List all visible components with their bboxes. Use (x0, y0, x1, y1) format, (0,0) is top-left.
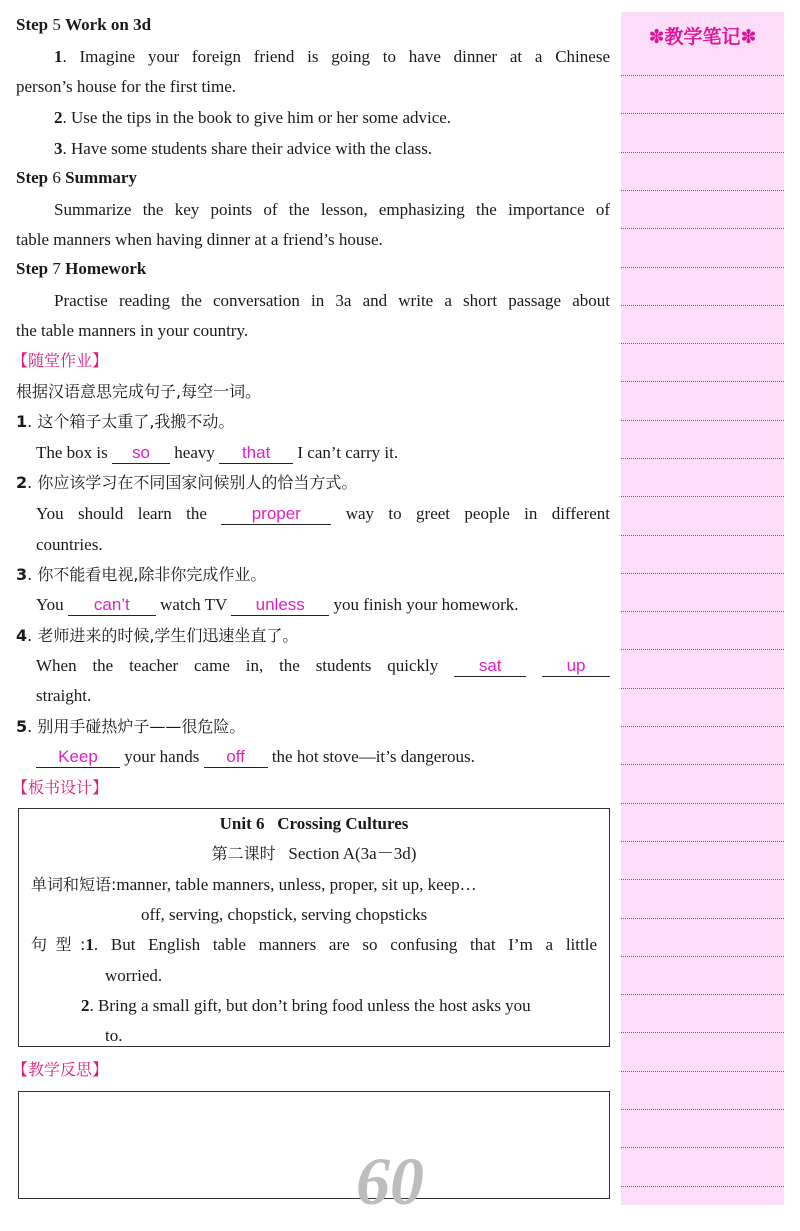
board-unit-title: Unit 6 Crossing Cultures (219, 814, 409, 833)
step5-item3: 3. Have some students share their advice with the class. (54, 139, 433, 158)
reflection-box[interactable] (18, 1091, 610, 1199)
note-line (621, 1071, 784, 1072)
classwork-instruction: 根据汉语意思完成句子,每空一词。 (16, 382, 262, 401)
note-line (621, 267, 784, 268)
q5-answer-1[interactable]: Keep (36, 748, 120, 768)
note-line (621, 764, 784, 765)
note-line (621, 994, 784, 995)
note-line (621, 1032, 784, 1033)
q2-answer-1[interactable]: proper (221, 505, 331, 525)
q3-answer-1[interactable]: can’t (68, 596, 156, 616)
note-line (621, 1109, 784, 1110)
note-line (621, 1147, 784, 1148)
note-line (621, 496, 784, 497)
note-line (621, 420, 784, 421)
note-line (621, 75, 784, 76)
classwork-tag: 【随堂作业】 (12, 351, 109, 370)
board-sentence1-line2: worried. (105, 966, 163, 985)
note-line (621, 726, 784, 727)
q5-english: Keep your hands off the hot stove—it’s dangerous. (36, 746, 475, 768)
q4-chinese: 4. 老师进来的时候,学生们迅速坐直了。 (16, 626, 299, 645)
q2-english-cont: countries. (36, 535, 103, 554)
note-line (621, 381, 784, 382)
step6-line2: table manners when having dinner at a friend’s house. (16, 230, 383, 249)
q5-chinese: 5. 别用手碰热炉子——很危险。 (16, 717, 246, 736)
step5-heading: Step 5 Work on 3d (16, 15, 152, 34)
q1-english: The box is so heavy that I can’t carry it. (36, 443, 399, 462)
board-design-box (18, 808, 610, 1047)
page-number: 60 (356, 1143, 424, 1219)
q4-english: When the teacher came in, the students quickly sat up (36, 655, 610, 677)
note-line (621, 535, 784, 536)
q1-answer-2[interactable]: that (219, 444, 293, 464)
q1-chinese: 1. 这个箱子太重了,我搬不动。 (16, 412, 235, 431)
q4-answer-2[interactable]: up (542, 657, 610, 677)
board-sentence1-line1: 句型:1. But English table manners are so confusing that I’m a little (31, 935, 597, 954)
q3-english: You can’t watch TV unless you finish your homework. (36, 595, 519, 614)
note-line (621, 611, 784, 612)
note-line (621, 1186, 784, 1187)
teaching-notes-title: ✽教学笔记✽ (648, 26, 757, 48)
step5-item2: 2. Use the tips in the book to give him or her some advice. (54, 108, 452, 127)
teaching-notes-sidebar (621, 12, 784, 1205)
step7-line1: Practise reading the conversation in 3a and write a short passage about (54, 291, 610, 310)
note-line (621, 190, 784, 191)
step6-heading: Step 6 Summary (16, 168, 137, 187)
step5-item1-line2: person’s house for the first time. (16, 77, 237, 96)
note-line (621, 649, 784, 650)
note-line (621, 343, 784, 344)
q3-chinese: 3. 你不能看电视,除非你完成作业。 (16, 565, 267, 584)
board-sentence2-line2: to. (105, 1026, 123, 1045)
q1-answer-1[interactable]: so (112, 444, 170, 464)
note-line (621, 573, 784, 574)
note-line (621, 803, 784, 804)
q2-english: You should learn the proper way to greet people in different (36, 504, 610, 523)
q2-chinese: 2. 你应该学习在不同国家问候别人的恰当方式。 (16, 473, 358, 492)
note-line (621, 113, 784, 114)
note-line (621, 458, 784, 459)
reflection-tag: 【教学反思】 (12, 1060, 109, 1079)
step5-item1-line1: 1. Imagine your foreign friend is going to have dinner at a Chinese (54, 47, 610, 66)
note-line (621, 956, 784, 957)
q3-answer-2[interactable]: unless (231, 596, 329, 616)
board-tag: 【板书设计】 (12, 778, 109, 797)
note-line (621, 152, 784, 153)
step7-line2: the table manners in your country. (16, 321, 249, 340)
board-words-line1: 单词和短语:manner, table manners, unless, proper, sit up, keep… (31, 875, 477, 894)
note-line (621, 228, 784, 229)
board-lesson: 第二课时 Section A(3a－3d) (211, 844, 417, 863)
note-line (621, 305, 784, 306)
q4-english-cont: straight. (36, 686, 92, 705)
note-line (621, 879, 784, 880)
q4-answer-1[interactable]: sat (454, 657, 526, 677)
step7-heading: Step 7 Homework (16, 259, 147, 278)
note-line (621, 688, 784, 689)
board-words-line2: off, serving, chopstick, serving chopsticks (141, 905, 428, 924)
q5-answer-2[interactable]: off (204, 748, 268, 768)
note-line (621, 841, 784, 842)
step6-line1: Summarize the key points of the lesson, emphasizing the importance of (54, 200, 610, 219)
note-line (621, 918, 784, 919)
board-sentence2-line1: 2. Bring a small gift, but don’t bring food unless the host asks you (81, 996, 531, 1015)
